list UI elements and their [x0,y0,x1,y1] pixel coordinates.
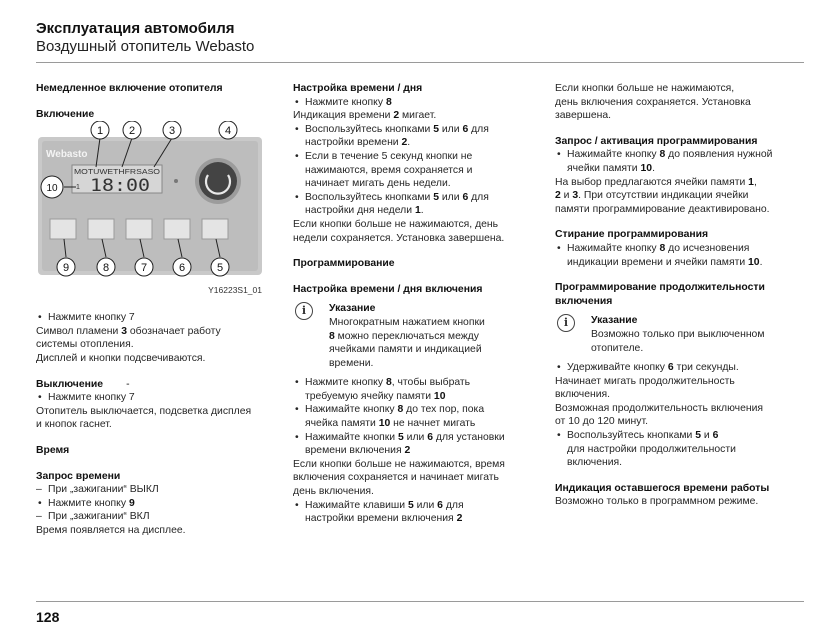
heading-switch-on: Включение [36,108,95,120]
info-icon: i [557,314,575,332]
note-box-duration: i Указание Возможно только при выключенном отопителе. [555,314,807,355]
svg-text:5: 5 [216,262,224,275]
svg-text:3: 3 [168,125,176,138]
callout-6 [173,258,191,276]
heading-start-time-setting: Настройка времени / дня включения [293,283,483,295]
footer-divider [36,601,804,602]
step-switch-on: • Нажмите кнопку 7 [36,311,272,325]
lcd-days: MOTUWETHFRSASO [74,169,161,177]
svg-text:4: 4 [224,125,232,138]
svg-text:7: 7 [140,262,148,275]
svg-text:1: 1 [96,125,104,138]
column-2: Настройка времени / дня • Нажмите кнопку 8 Индикация времени 2 мигает. • Воспользуйтесь кнопками 5 или 6 для настройки времени 2. • Если в течение 5 секунд кнопки не нажимаются, время сохраняется и начинает мигать день недели. • Воспользуйтесь кнопками 5 или 6 для настройки дня недели 1. Если кнопки больше не нажимаются, день недели сохраняется. Установка завершена. Программирование Настройка времени / дня включения i Указание Многократным нажатием кнопки 8 можно переключаться между ячейками памяти и индикацией времени. • Нажмите кнопку 8, чтобы выбрать требуемую ячейку памяти 10 • Нажимайте кнопку 8 до тех пор, пока ячейка памяти 10 не начнет мигать • Нажимайте кнопки 5 или 6 для установки времени включения 2 Если кнопки больше не нажимаются, время включения сохраняется и начинает мигать день включения. • Нажимайте клавиши 5 или 6 для настройки времени включения 2 [293,82,533,526]
callout-1 [91,121,109,139]
callout-10 [41,176,63,198]
info-icon: i [295,302,313,320]
column-1: Немедленное включение отопителя Включение Webasto MOTUWETHFRSASO 18:00 1 1 2 3 4 10 9 8 7 6 5 Y16223S1_01 • Нажмите кнопку 7 Символ пламени 3 обозначает работу системы отопления. Дисплей и кнопки подсвечиваются. Выключение - • Нажмите кнопку 7 Отопитель выключается, подсветка дисплея и кнопок гаснет. Время Запрос времени – При „зажигании“ ВЫКЛ • Нажмите кнопку 9 – При „зажигании“ ВКЛ Время появляется на дисплее. [36,82,272,538]
heading-duration-programming: Программирование продолжительности [555,282,765,294]
heading-remaining-time: Индикация оставшегося времени работы [555,482,770,494]
svg-text:8: 8 [102,262,110,275]
svg-text:9: 9 [62,262,70,275]
callout-2 [123,121,141,139]
lcd-time: 18:00 [90,176,150,197]
callout-5 [211,258,229,276]
button-8 [88,219,114,239]
heading-erase-programming: Стирание программирования [555,229,709,241]
heading-programming-query: Запрос / активация программирования [555,135,758,147]
heading-immediate-start: Немедленное включение отопителя [36,83,223,94]
header-divider [36,62,804,63]
brand-logo: Webasto [46,149,88,161]
flame-indicator-dot [174,179,178,183]
webasto-timer-diagram [36,121,272,303]
callout-8 [97,258,115,276]
heading-switch-off: Выключение - [36,378,130,390]
lcd-marker: 1 [76,184,80,192]
column-3: Если кнопки больше не нажимаются, день включения сохраняется. Установка завершена. Запрос / активация программирования • Нажимайте кнопку 8 до появления нужной ячейки памяти 10. На выбор предлагаются ячейки памяти 1, 2 и 3. При отсутствии индикации ячейки памяти программирование деактивировано. Стирание программирования • Нажимайте кнопку 8 до исчезновения индикации времени и ячейки памяти 10. Программирование продолжительности включения i Указание Возможно только при выключенном отопителе. • Удерживайте кнопку 6 три секунды. Начинает мигать продолжительность включения. Возможная продолжительность включения от 10 до 120 минут. • Воспользуйтесь кнопками 5 и 6 для настройки продолжительности включения. Индикация оставшегося времени работы Возможно только в программном режиме. [555,82,807,509]
heading-time: Время [36,444,70,456]
heading-programming: Программирование [293,258,395,270]
control-panel-figure [36,121,272,303]
note-box: i Указание Многократным нажатием кнопки 8 можно переключаться между ячейками памяти и индикацией времени. [293,302,533,370]
button-9 [50,219,76,239]
callout-9 [57,258,75,276]
callout-4 [219,121,237,139]
button-6 [164,219,190,239]
button-7 [126,219,152,239]
figure-code: Y16223S1_01 [208,285,262,296]
chapter-title: Эксплуатация автомобиля [36,20,235,37]
callout-7 [135,258,153,276]
step-switch-off: • Нажмите кнопку 7 [36,391,272,405]
svg-text:6: 6 [178,262,186,275]
callout-3 [163,121,181,139]
page-number: 128 [36,609,60,625]
button-5 [202,219,228,239]
flame-symbol-text: Символ пламени 3 обозначает работу [36,325,221,337]
section-subtitle: Воздушный отопитель Webasto [36,38,255,55]
heading-time-query: Запрос времени [36,470,121,482]
svg-text:10: 10 [46,183,58,195]
svg-text:2: 2 [128,125,136,138]
heading-time-day-setting: Настройка времени / дня [293,83,423,94]
